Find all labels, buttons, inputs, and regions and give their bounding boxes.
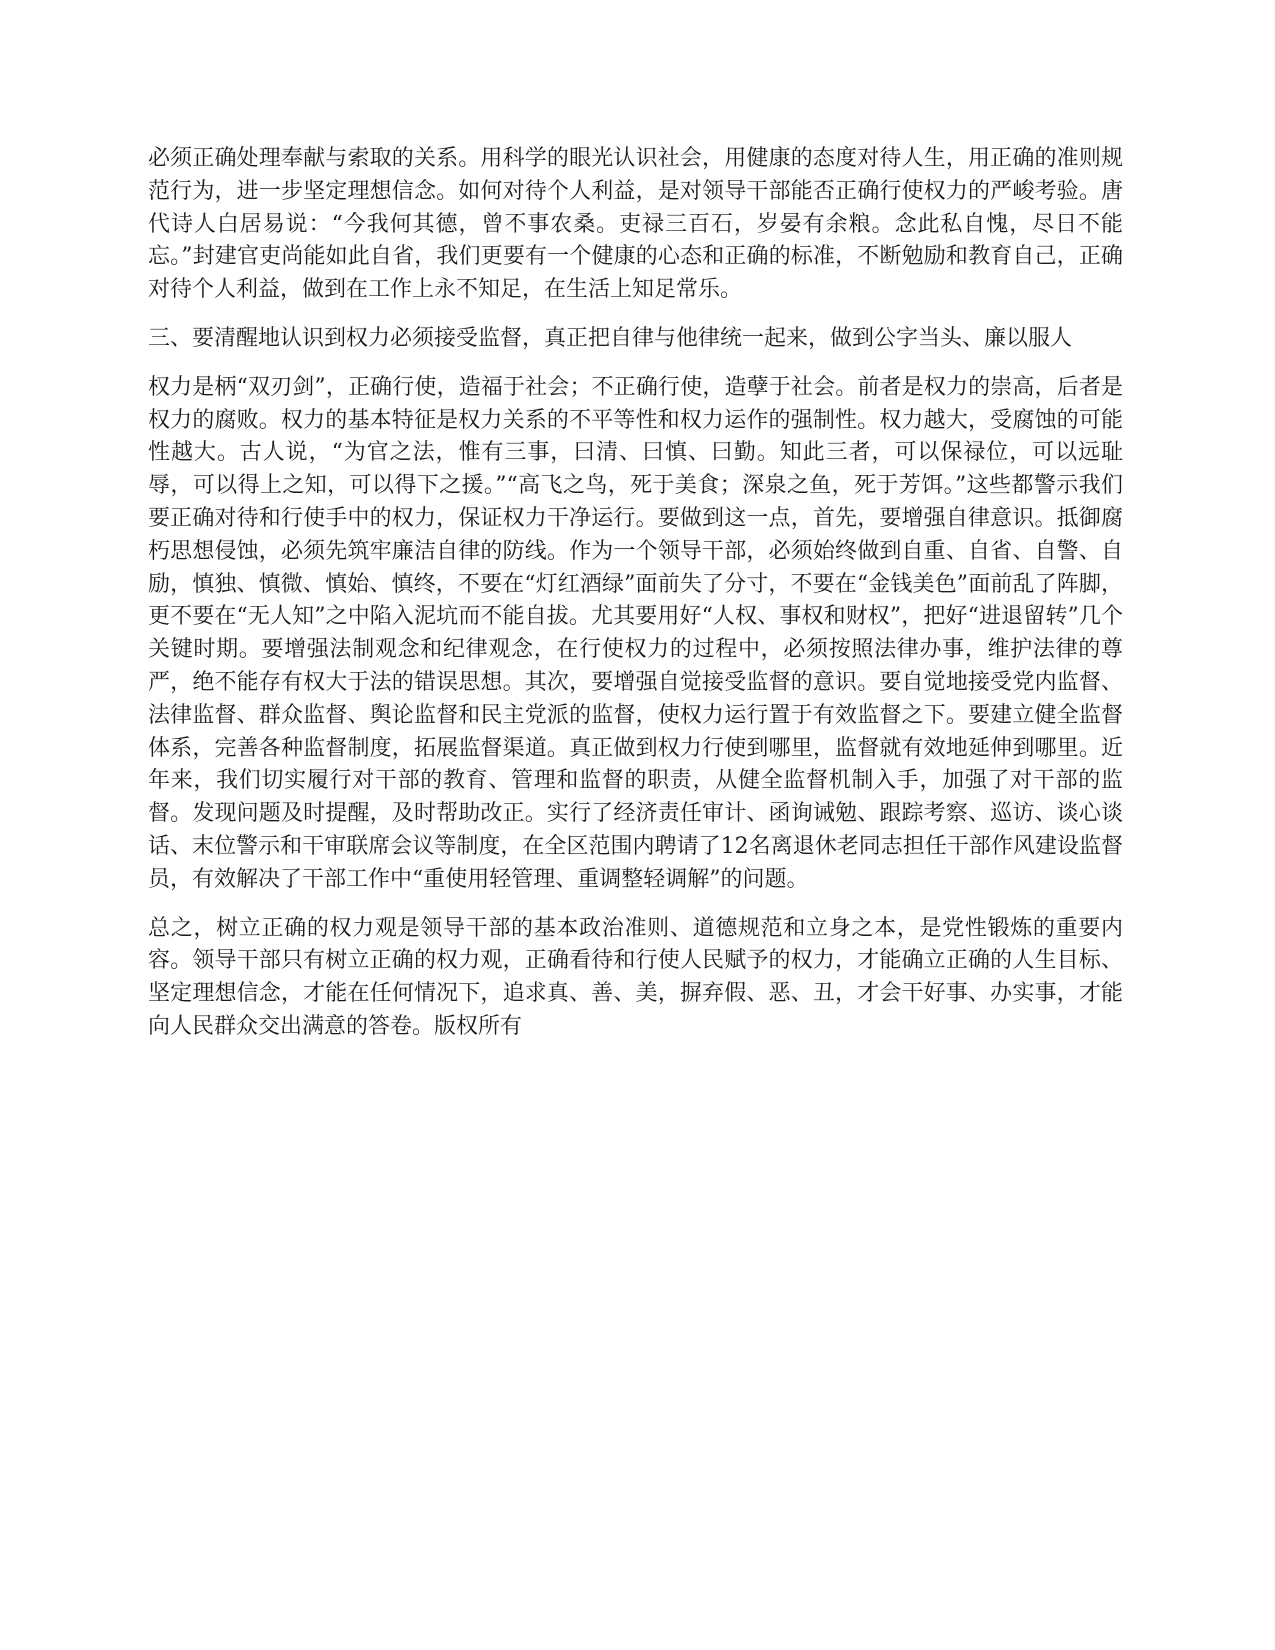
paragraph-conclusion: 总之，树立正确的权力观是领导干部的基本政治准则、道德规范和立身之本，是党性锻炼的重要内容。领导干部只有树立正确的权力观，正确看待和行使人民赋予的权力，才能确立正确的人生目标、坚定理想信念，才能在任何情况下，追求真、善、美，摒弃假、恶、丑，才会干好事、办实事，才能向人民群众交出满意的答卷。版权所有 [148, 915, 1123, 1039]
section-heading-supervision: 三、要清醒地认识到权力必须接受监督，真正把自律与他律统一起来，做到公字当头、廉以服人 [148, 325, 1073, 351]
document-page [148, 143, 1123, 1060]
paragraph-personal-interest: 必须正确处理奉献与索取的关系。用科学的眼光认识社会，用健康的态度对待人生，用正确的准则规范行为，进一步坚定理想信念。如何对待个人利益，是对领导干部能否正确行使权力的严峻考验。唐代诗人白居易说：“今我何其德，曾不事农桑。吏禄三百石，岁晏有余粮。念此私自愧，尽日不能忘。”封建官吏尚能如此自省，我们更要有一个健康的心态和正确的标准，不断勉励和教育自己，正确对待个人利益，做到在工作上永不知足，在生活上知足常乐。 [148, 146, 1123, 303]
paragraph-power-supervision: 权力是柄“双刃剑”，正确行使，造福于社会；不正确行使，造孽于社会。前者是权力的崇高，后者是权力的腐败。权力的基本特征是权力关系的不平等性和权力运作的强制性。权力越大，受腐蚀的可能性越大。古人说，“为官之法，惟有三事，曰清、曰慎、曰勤。知此三者，可以保禄位，可以远耻辱，可以得上之知，可以得下之援。”“高飞之鸟，死于美食；深泉之鱼，死于芳饵。”这些都警示我们要正确对待和行使手中的权力，保证权力干净运行。要做到这一点，首先，要增强自律意识。抵御腐朽思想侵蚀，必须先筑牢廉洁自律的防线。作为一个领导干部，必须始终做到自重、自省、自警、自励，慎独、慎微、慎始、慎终，不要在“灯红酒绿”面前失了分寸，不要在“金钱美色”面前乱了阵脚，更不要在“无人知”之中陷入泥坑而不能自拔。尤其要用好“人权、事权和财权”，把好“进退留转”几个关键时期。要增强法制观念和纪律观念，在行使权力的过程中，必须按照法律办事，维护法律的尊严，绝不能存有权大于法的错误思想。其次，要增强自觉接受监督的意识。要自觉地接受党内监督、法律监督、群众监督、舆论监督和民主党派的监督，使权力运行置于有效监督之下。要建立健全监督体系，完善各种监督制度，拓展监督渠道。真正做到权力行使到哪里，监督就有效地延伸到哪里。近年来，我们切实履行对干部的教育、管理和监督的职责，从健全监督机制入手，加强了对干部的监督。发现问题及时提醒，及时帮助改正。实行了经济责任审计、函询诫勉、跟踪考察、巡访、谈心谈话、末位警示和干审联席会议等制度，在全区范围内聘请了12名离退休老同志担任干部作风建设监督员，有效解决了干部工作中“重使用轻管理、重调整轻调解”的问题。 [148, 374, 1123, 892]
